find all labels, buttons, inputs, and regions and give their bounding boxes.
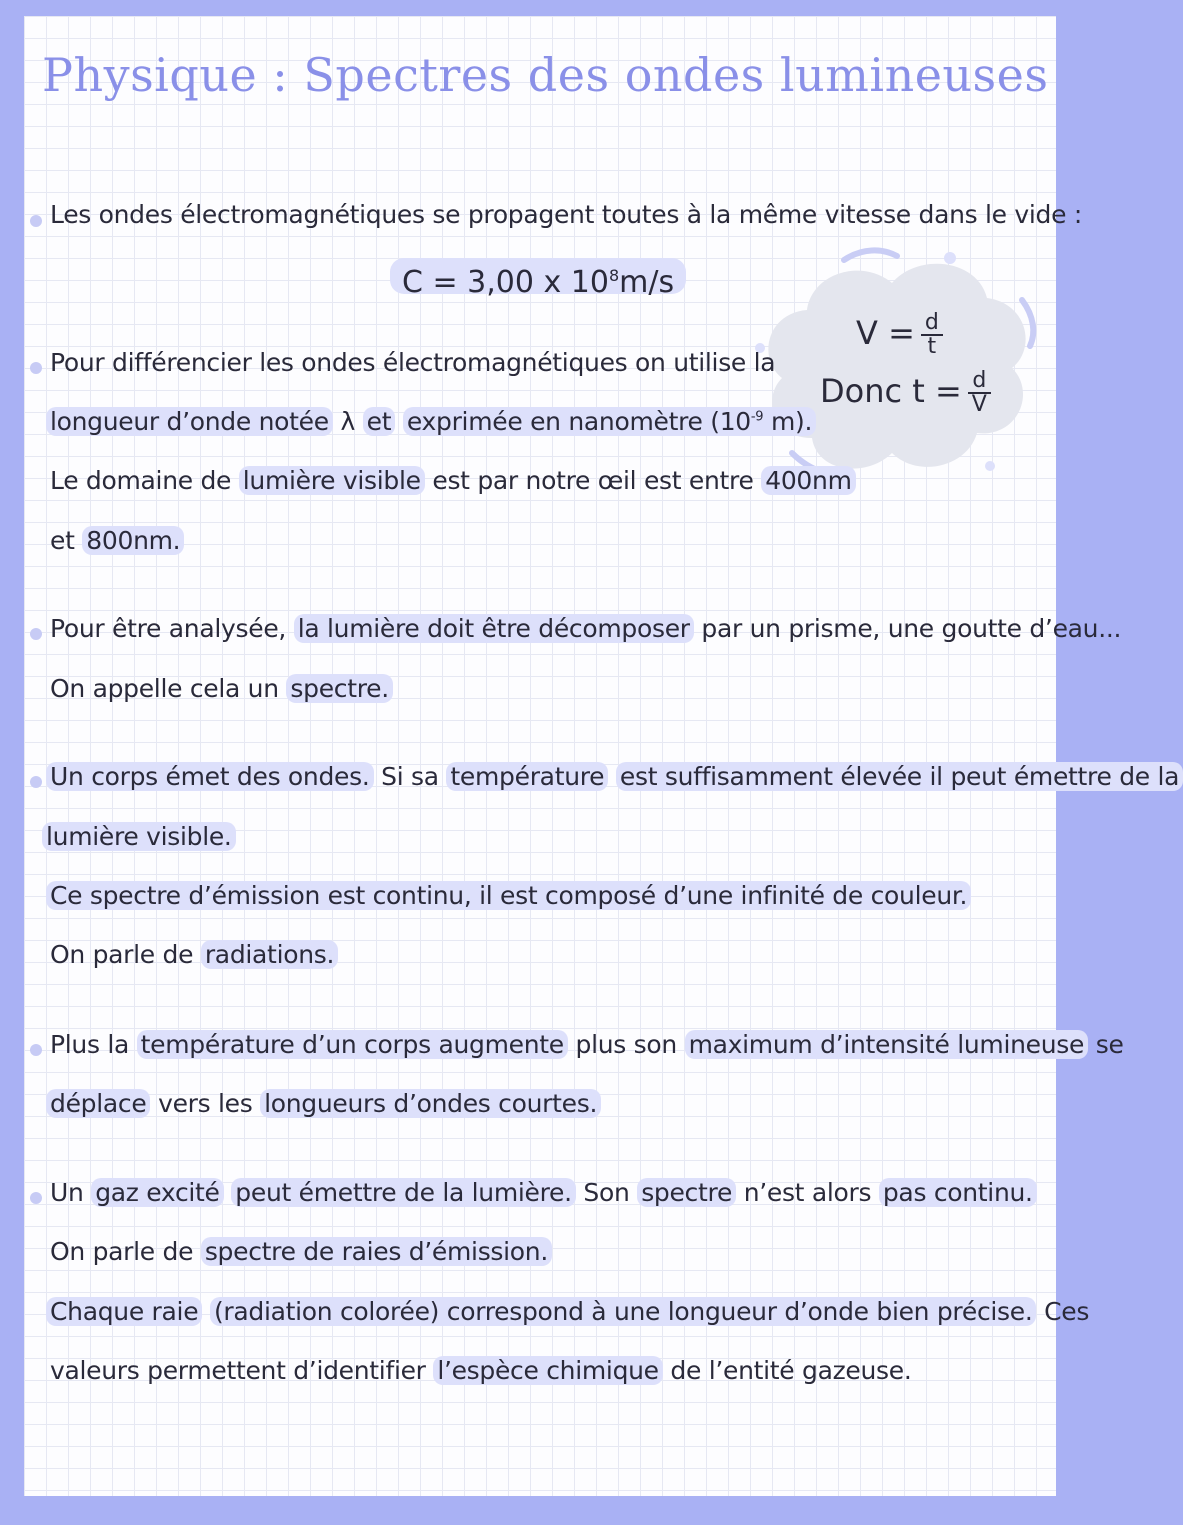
- s4-l1-c: température: [446, 762, 608, 791]
- s4-l3: Ce spectre d’émission est continu, il est composé d’une infinité de couleur.: [46, 881, 971, 910]
- bullet-5: [30, 1044, 42, 1056]
- bullet-1: [30, 215, 42, 227]
- s6-l4-b: l’espèce chimique: [433, 1356, 662, 1385]
- time-numerator: d: [968, 370, 991, 394]
- s6-l1-b: gaz excité: [91, 1178, 223, 1207]
- s6-l1-f: n’est alors: [743, 1178, 872, 1207]
- s5-l2-b: vers les: [158, 1089, 253, 1118]
- s6-l2-b: spectre de raies d’émission.: [201, 1237, 552, 1266]
- s2-l2-b: et: [363, 407, 396, 436]
- time-denominator: V: [971, 392, 987, 417]
- s3-line-1: [50, 614, 1121, 643]
- s5-l1-b: température d’un corps augmente: [137, 1030, 568, 1059]
- s3-l1-b: la lumière doit être décomposer: [294, 614, 694, 643]
- s2-l3-d: 400nm: [761, 466, 855, 495]
- s2-l2-d: m).: [770, 407, 813, 436]
- s2-l2-exp: -9: [750, 409, 764, 425]
- s5-line-2: [46, 1089, 601, 1118]
- s6-l1-c: peut émettre de la lumière.: [231, 1178, 575, 1207]
- velocity-numerator: d: [921, 312, 943, 336]
- s6-l3-c: Ces: [1044, 1297, 1090, 1326]
- s6-l2-a: On parle de: [50, 1237, 194, 1266]
- velocity-lhs: V =: [856, 314, 915, 352]
- s2-l3-c: est par notre œil est entre: [432, 466, 754, 495]
- time-lhs: Donc t =: [820, 372, 962, 410]
- s5-l1-e: se: [1095, 1030, 1124, 1059]
- s5-l1-d: maximum d’intensité lumineuse: [685, 1030, 1089, 1059]
- s4-l1-a: Un corps émet des ondes.: [46, 762, 374, 791]
- formula-exp: 8: [608, 266, 620, 285]
- lambda-symbol: λ: [340, 407, 355, 436]
- s6-l4-a: valeurs permettent d’identifier: [50, 1356, 426, 1385]
- s6-l1-e: spectre: [637, 1178, 736, 1207]
- formula-unit: m/s: [619, 265, 675, 300]
- s2-l3-b: lumière visible: [239, 466, 425, 495]
- cloud-line-1: [856, 312, 943, 358]
- bullet-6: [30, 1192, 42, 1204]
- s2-l2-a: longueur d’onde notée: [46, 407, 333, 436]
- s3-l1-c: par un prisme, une goutte d’eau...: [701, 614, 1122, 643]
- s2-l2-c: exprimée en nanomètre (10: [406, 407, 751, 436]
- s4-line-2: [42, 822, 236, 851]
- s2-l4-a: et: [50, 526, 75, 555]
- s6-l1-g: pas continu.: [879, 1178, 1037, 1207]
- s2-line-3: [50, 466, 856, 495]
- s4-line-3: [46, 881, 971, 910]
- s6-l3-b: (radiation colorée) correspond à une longueur d’onde bien précise.: [210, 1297, 1037, 1326]
- s6-l1-d: Son: [583, 1178, 630, 1207]
- cloud-line-2: [820, 370, 991, 416]
- s6-line-4: [50, 1356, 912, 1385]
- formula-base: C = 3,00 x 10: [402, 265, 609, 300]
- bullet-2: [30, 362, 42, 374]
- s2-l4-b: 800nm.: [82, 526, 184, 555]
- s4-l1-d: est suffisamment élevée il peut émettre de la: [616, 762, 1183, 791]
- s6-l1-a: Un: [50, 1178, 84, 1207]
- s4-l2: lumière visible.: [42, 822, 236, 851]
- s5-l1-a: Plus la: [50, 1030, 130, 1059]
- velocity-denominator: t: [927, 334, 937, 359]
- s4-line-1: [46, 762, 1183, 791]
- cloud-shape: [752, 238, 1042, 494]
- s2-line-1: [50, 348, 775, 377]
- s3-line-2: [50, 674, 393, 703]
- s2-line-4: [50, 526, 184, 555]
- s4-line-4: [50, 940, 338, 969]
- s5-l2-a: déplace: [46, 1089, 150, 1118]
- s4-l4-a: On parle de: [50, 940, 194, 969]
- s6-l4-c: de l’entité gazeuse.: [670, 1356, 912, 1385]
- s6-l3-a: Chaque raie: [46, 1297, 202, 1326]
- s3-l2-a: On appelle cela un: [50, 674, 279, 703]
- s6-line-1: [50, 1178, 1037, 1207]
- s2-l2-unit: [403, 407, 816, 436]
- s1-text: Les ondes électromagnétiques se propagent toutes à la même vitesse dans le vide :: [50, 200, 1082, 229]
- s5-l2-c: longueurs d’ondes courtes.: [260, 1089, 601, 1118]
- page-title: Physique : Spectres des ondes lumineuses: [42, 48, 1049, 102]
- s4-l4-b: radiations.: [201, 940, 338, 969]
- s2-l3-a: Le domaine de: [50, 466, 232, 495]
- time-fraction: [968, 370, 991, 416]
- s6-line-3: [46, 1297, 1089, 1326]
- s1-line-1: [50, 200, 1082, 229]
- bullet-3: [30, 628, 42, 640]
- bullet-4: [30, 776, 42, 788]
- s6-line-2: [50, 1237, 552, 1266]
- s4-l1-b: Si sa: [381, 762, 439, 791]
- speed-formula: [390, 258, 686, 300]
- s3-l2-b: spectre.: [286, 674, 392, 703]
- s2-line-2: [46, 407, 816, 436]
- s5-l1-c: plus son: [575, 1030, 677, 1059]
- velocity-fraction: [921, 312, 943, 358]
- s2-l1-text: Pour différencier les ondes électromagnétiques on utilise la: [50, 348, 776, 377]
- s5-line-1: [50, 1030, 1124, 1059]
- s3-l1-a: Pour être analysée,: [50, 614, 287, 643]
